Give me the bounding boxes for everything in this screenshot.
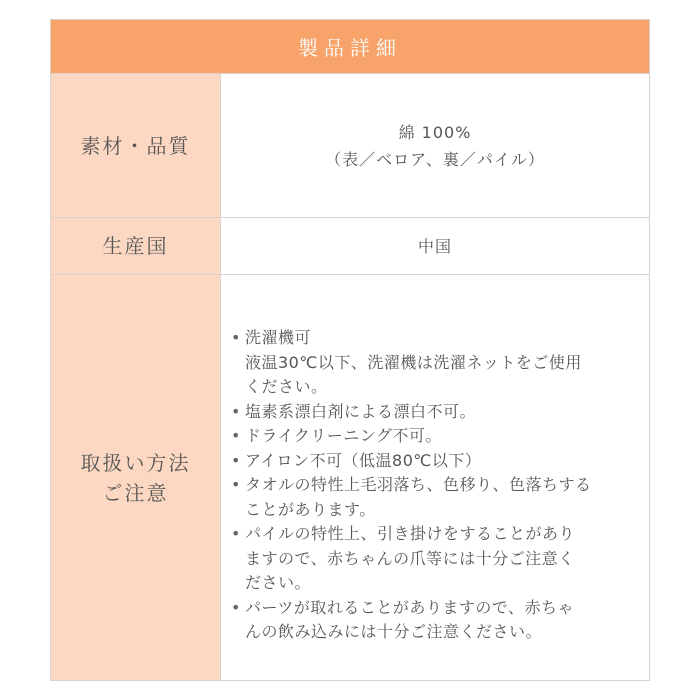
care-value	[221, 275, 649, 680]
care-item-line: ください。	[245, 377, 328, 397]
care-item-line: ますので、赤ちゃんの爪等には十分ご注意く	[245, 548, 575, 568]
care-item-line: 液温30℃以下、洗濯機は洗濯ネットをご使用	[245, 352, 582, 372]
material-row	[51, 74, 649, 218]
care-item-line: • タオルの特性上毛羽落ち、色移り、色落ちする	[245, 475, 592, 495]
care-item	[229, 596, 641, 645]
care-item-line: • パイルの特性上、引き掛けをすることがあり	[245, 524, 576, 544]
origin-value-text: 中国	[417, 236, 452, 256]
care-label-line1: 取扱い方法	[80, 450, 191, 475]
material-label	[51, 74, 221, 217]
care-item-line: ことがあります。	[245, 499, 376, 519]
material-label-text: 素材・品質	[80, 133, 191, 158]
care-item	[229, 424, 641, 449]
origin-value	[221, 218, 649, 274]
origin-row	[51, 218, 649, 275]
care-label	[51, 275, 221, 680]
care-item	[229, 400, 641, 425]
care-item	[229, 473, 641, 522]
care-item	[229, 449, 641, 474]
material-value	[221, 74, 649, 217]
care-item-line: • パーツが取れることがありますので、赤ちゃ	[245, 597, 575, 617]
care-item-line: んの飲み込みには十分ご注意ください。	[245, 622, 543, 642]
material-value-line2: （表／ベロア、裏／パイル）	[325, 149, 545, 169]
care-item-line: • アイロン不可（低温80℃以下）	[245, 450, 482, 470]
material-value-line1: 綿 100%	[398, 122, 472, 142]
care-item	[229, 326, 641, 400]
origin-label	[51, 218, 221, 274]
care-item-line: • 洗濯機可	[245, 328, 312, 348]
origin-label-text: 生産国	[102, 234, 169, 258]
care-label-line2: ご注意	[102, 480, 169, 505]
care-row	[51, 275, 649, 680]
care-item	[229, 522, 641, 596]
table-header-title: 製品詳細	[51, 20, 649, 74]
care-instructions-list	[221, 310, 649, 645]
care-item-line: • 塩素系漂白剤による漂白不可。	[245, 401, 477, 421]
product-details-table	[50, 19, 650, 681]
care-item-line: ださい。	[245, 573, 312, 593]
care-item-line: • ドライクリーニング不可。	[245, 426, 442, 446]
